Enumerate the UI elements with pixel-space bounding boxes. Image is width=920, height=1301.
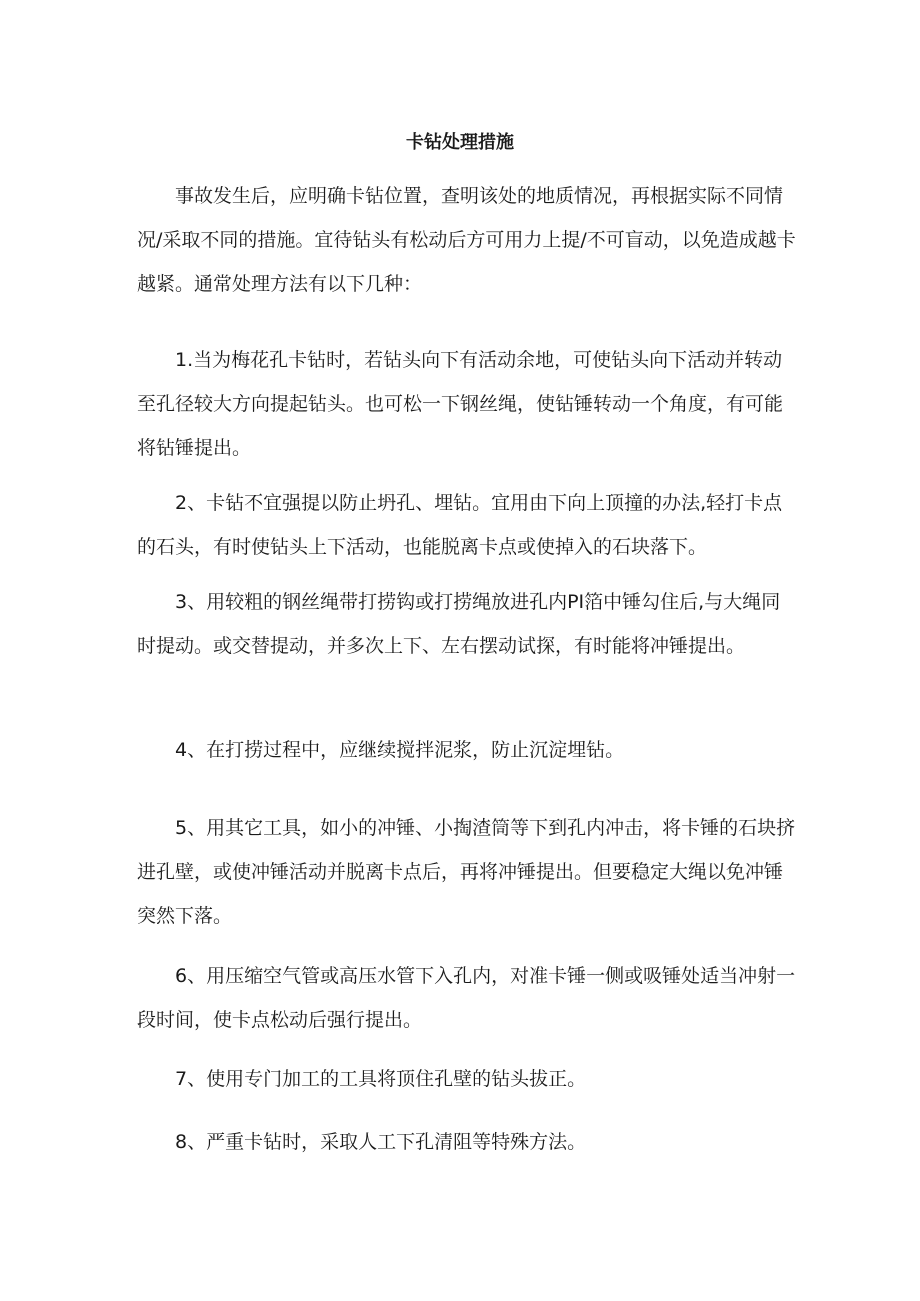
paragraph-item-3: 3、用较粗的钢丝绳带打捞钩或打捞绳放进孔内PI箔中锤勾住后,与大绳同时提动。或交替提动，并多次上下、左右摆动试探，有时能将冲锤提出。 [137,591,781,657]
paragraph-item-2: 2、卡钻不宜强提以防止坍孔、埋钻。宜用由下向上顶撞的办法,轻打卡点的石头，有时使钻头上下活动，也能脱离卡点或使掉入的石块落下。 [137,492,783,558]
paragraph-item-5: 5、用其它工具，如小的冲锤、小掏渣筒等下到孔内冲击，将卡锤的石块挤进孔壁，或使冲锤活动并脱离卡点后，再将冲锤提出。但要稳定大绳以免冲锤突然下落。 [137,817,796,927]
paragraph-item-8: 8、严重卡钻时，采取人工下孔清阻等特殊方法。 [175,1131,587,1153]
paragraph-item-1: 1.当为梅花孔卡钻时，若钻头向下有活动余地，可使钻头向下活动并转动至孔径较大方向提起钻头。也可松一下钢丝绳，使钻锤转动一个角度，有可能将钻锤提出。 [137,349,784,459]
paragraph-item-4: 4、在打捞过程中，应继续搅拌泥浆，防止沉淀埋钻。 [175,739,625,761]
paragraph-intro: 事故发生后，应明确卡钻位置，查明该处的地质情况，再根据实际不同情况/采取不同的措施。宜待钻头有松动后方可用力上提/不可盲动，以免造成越卡越紧。通常处理方法有以下几种： [137,185,796,295]
paragraph-item-6: 6、用压缩空气管或高压水管下入孔内，对准卡锤一侧或吸锤处适当冲射一段时间，使卡点松动后强行提出。 [137,965,796,1031]
document-title: 卡钻处理措施 [406,132,514,153]
paragraph-item-7: 7、使用专门加工的工具将顶住孔壁的钻头拔正。 [175,1068,587,1090]
